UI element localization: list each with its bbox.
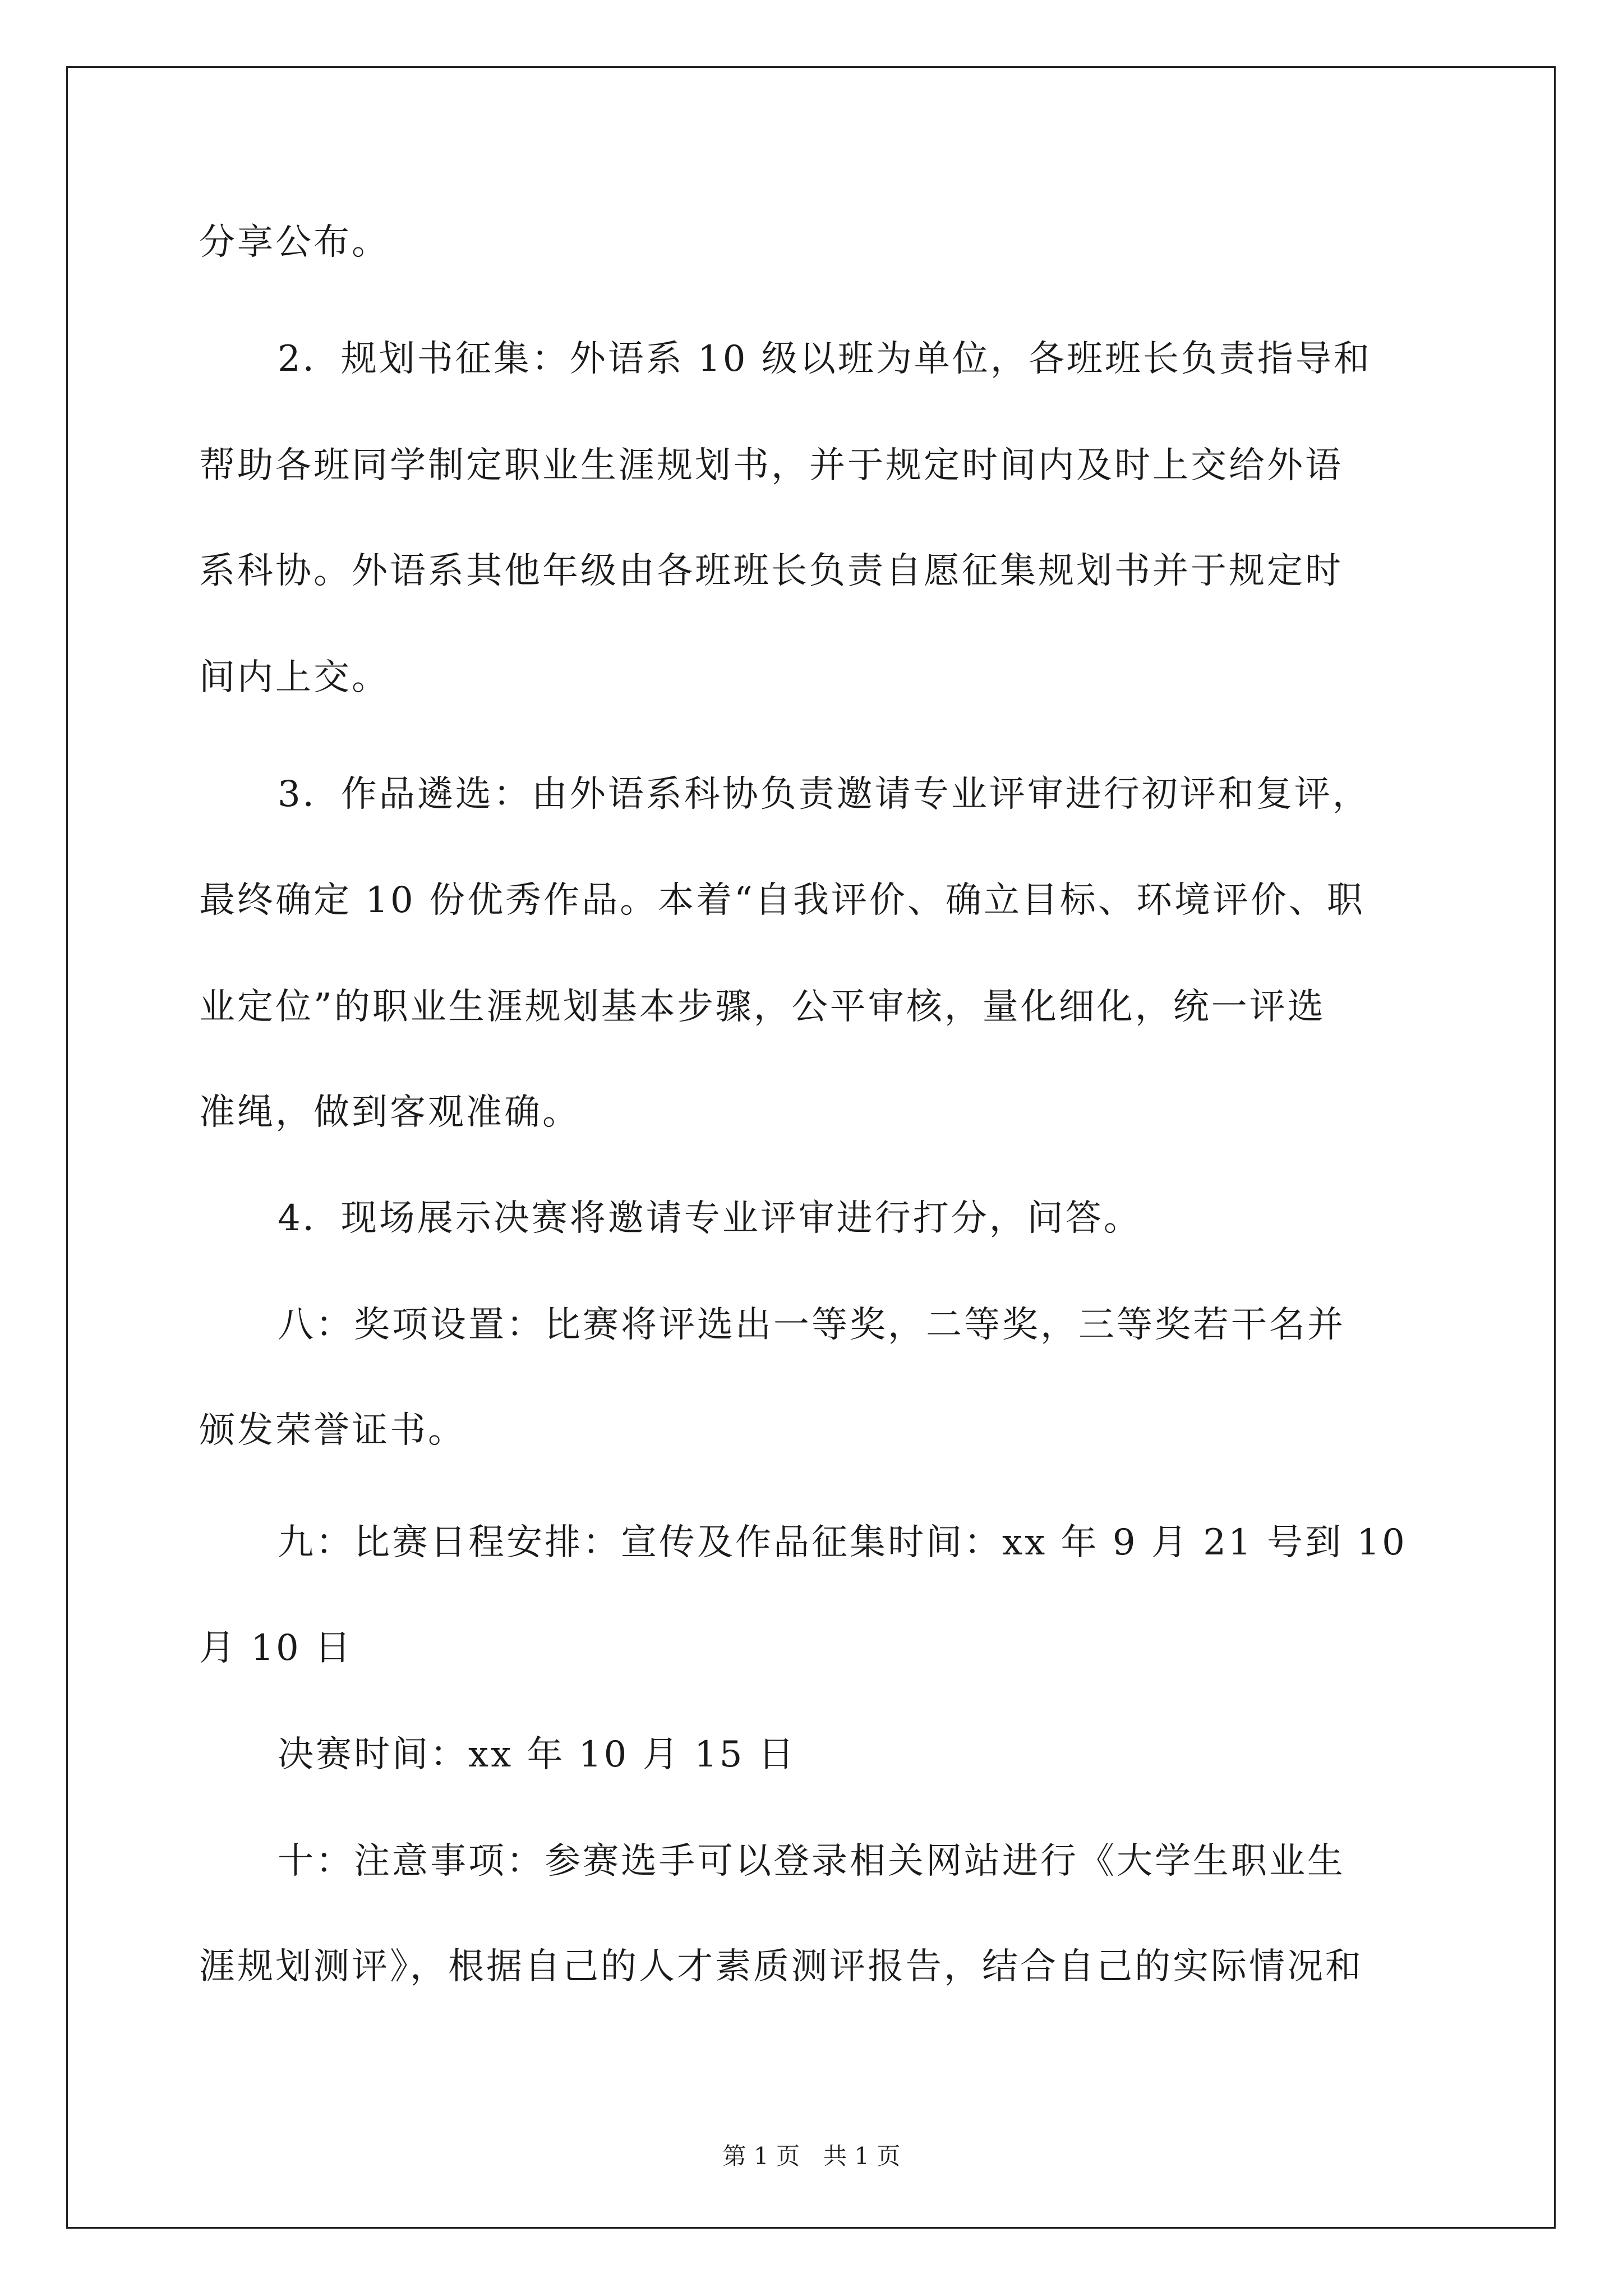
text-line: 系科协。外语系其他年级由各班班长负责自愿征集规划书并于规定时 <box>199 550 1343 592</box>
page-border <box>66 66 1556 2229</box>
text-line: 业定位”的职业生涯规划基本步骤，公平审核，量化细化，统一评选 <box>199 986 1326 1028</box>
page-footer: 第 1 页 共 1 页 <box>722 2142 901 2170</box>
text-line: 最终确定 10 份优秀作品。本着“自我评价、确立目标、环境评价、职 <box>199 880 1365 921</box>
text-line: 涯规划测评》，根据自己的人才素质测评报告，结合自己的实际情况和 <box>199 1946 1363 1987</box>
text-line: 2．规划书征集：外语系 10 级以班为单位，各班班长负责指导和 <box>278 338 1372 380</box>
text-line: 准绳，做到客观准确。 <box>199 1092 580 1133</box>
text-line: 九：比赛日程安排：宣传及作品征集时间：xx 年 9 月 21 号到 10 <box>278 1522 1407 1563</box>
text-line: 帮助各班同学制定职业生涯规划书，并于规定时间内及时上交给外语 <box>199 445 1343 486</box>
text-line: 十：注意事项：参赛选手可以登录相关网站进行《大学生职业生 <box>278 1841 1345 1882</box>
text-line: 决赛时间：xx 年 10 月 15 日 <box>278 1734 796 1775</box>
text-line: 分享公布。 <box>199 222 390 263</box>
text-line: 间内上交。 <box>199 657 390 698</box>
text-line: 4．现场展示决赛将邀请专业评审进行打分，问答。 <box>278 1198 1142 1239</box>
text-line: 颁发荣誉证书。 <box>199 1410 466 1451</box>
text-line: 月 10 日 <box>199 1627 353 1669</box>
text-line: 八：奖项设置：比赛将评选出一等奖，二等奖，三等奖若干名并 <box>278 1304 1345 1346</box>
text-line: 3．作品遴选：由外语系科协负责邀请专业评审进行初评和复评， <box>278 774 1371 815</box>
